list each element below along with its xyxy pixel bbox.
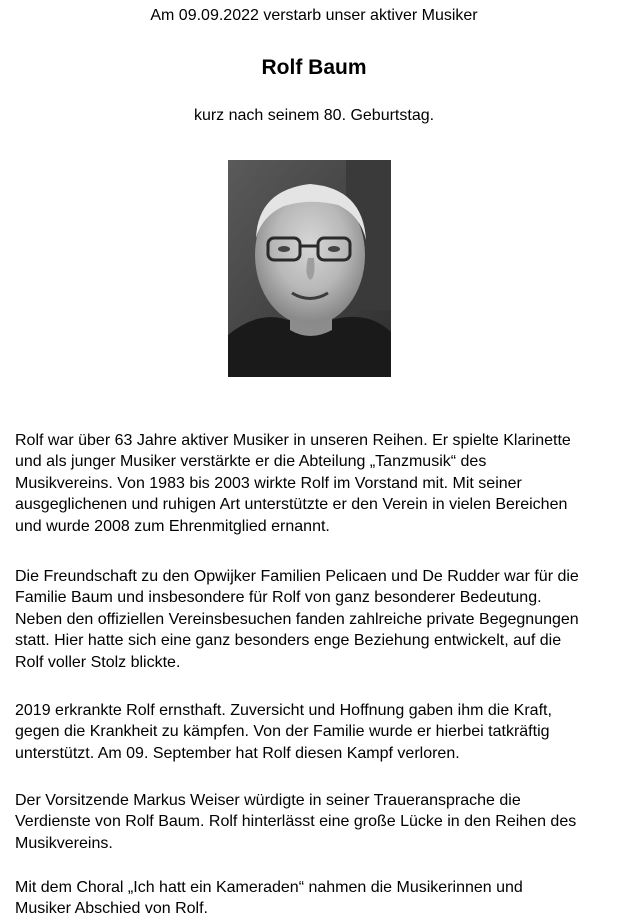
paragraph-line: Verdienste von Rolf Baum. Rolf hinterlässt eine große Lücke in den Reihen des	[15, 813, 577, 831]
deceased-name: Rolf Baum	[261, 56, 367, 79]
portrait-image	[228, 160, 391, 377]
paragraph-line: Musikvereins.	[15, 834, 113, 852]
paragraph-line: Rolf war über 63 Jahre aktiver Musiker in unseren Reihen. Er spielte Klarinette	[15, 432, 571, 449]
paragraph-line: Neben den offiziellen Vereinsbesuchen fanden zahlreiche private Begegnungen	[15, 610, 579, 628]
paragraph-line: Die Freundschaft zu den Opwijker Familien Pelicaen und De Rudder war für die	[15, 568, 579, 585]
intro-line: Am 09.09.2022 verstarb unser aktiver Musiker	[150, 7, 478, 24]
paragraph-line: unterstützt. Am 09. September hat Rolf diesen Kampf verloren.	[15, 744, 460, 762]
paragraph-line: Mit dem Choral „Ich hatt ein Kameraden“ nahmen die Musikerinnen und	[15, 879, 523, 896]
paragraph-line: Musiker Abschied von Rolf.	[15, 900, 208, 918]
paragraph-line: 2019 erkrankte Rolf ernsthaft. Zuversicht und Hoffnung gaben ihm die Kraft,	[15, 702, 552, 719]
paragraph-5	[15, 877, 621, 920]
paragraph-line: gegen die Krankheit zu kämpfen. Von der Familie wurde er hierbei tatkräftig	[15, 723, 550, 741]
paragraph-1	[15, 430, 621, 537]
paragraph-line: Musikvereins. Von 1983 bis 2003 wirkte Rolf im Vorstand mit. Mit seiner	[15, 474, 522, 492]
paragraph-line: Rolf voller Stolz blickte.	[15, 653, 181, 671]
paragraph-line: statt. Hier hatte sich eine ganz besonders enge Beziehung entwickelt, auf die	[15, 632, 562, 650]
paragraph-line: Der Vorsitzende Markus Weiser würdigte in seiner Traueransprache die	[15, 792, 521, 809]
portrait-photo	[228, 160, 391, 377]
paragraph-line: und wurde 2008 zum Ehrenmitglied ernannt.	[15, 517, 330, 535]
paragraph-2	[15, 566, 621, 673]
paragraph-3	[15, 700, 621, 764]
paragraph-line: und als junger Musiker verstärkte er die Abteilung „Tanzmusik“ des	[15, 453, 487, 471]
paragraph-line: ausgeglichenen und ruhigen Art unterstützte er den Verein in vielen Bereichen	[15, 496, 568, 514]
subtitle-line: kurz nach seinem 80. Geburtstag.	[193, 107, 435, 124]
paragraph-line: Familie Baum und insbesondere für Rolf von ganz besonderer Bedeutung.	[15, 589, 542, 607]
paragraph-4	[15, 790, 621, 854]
